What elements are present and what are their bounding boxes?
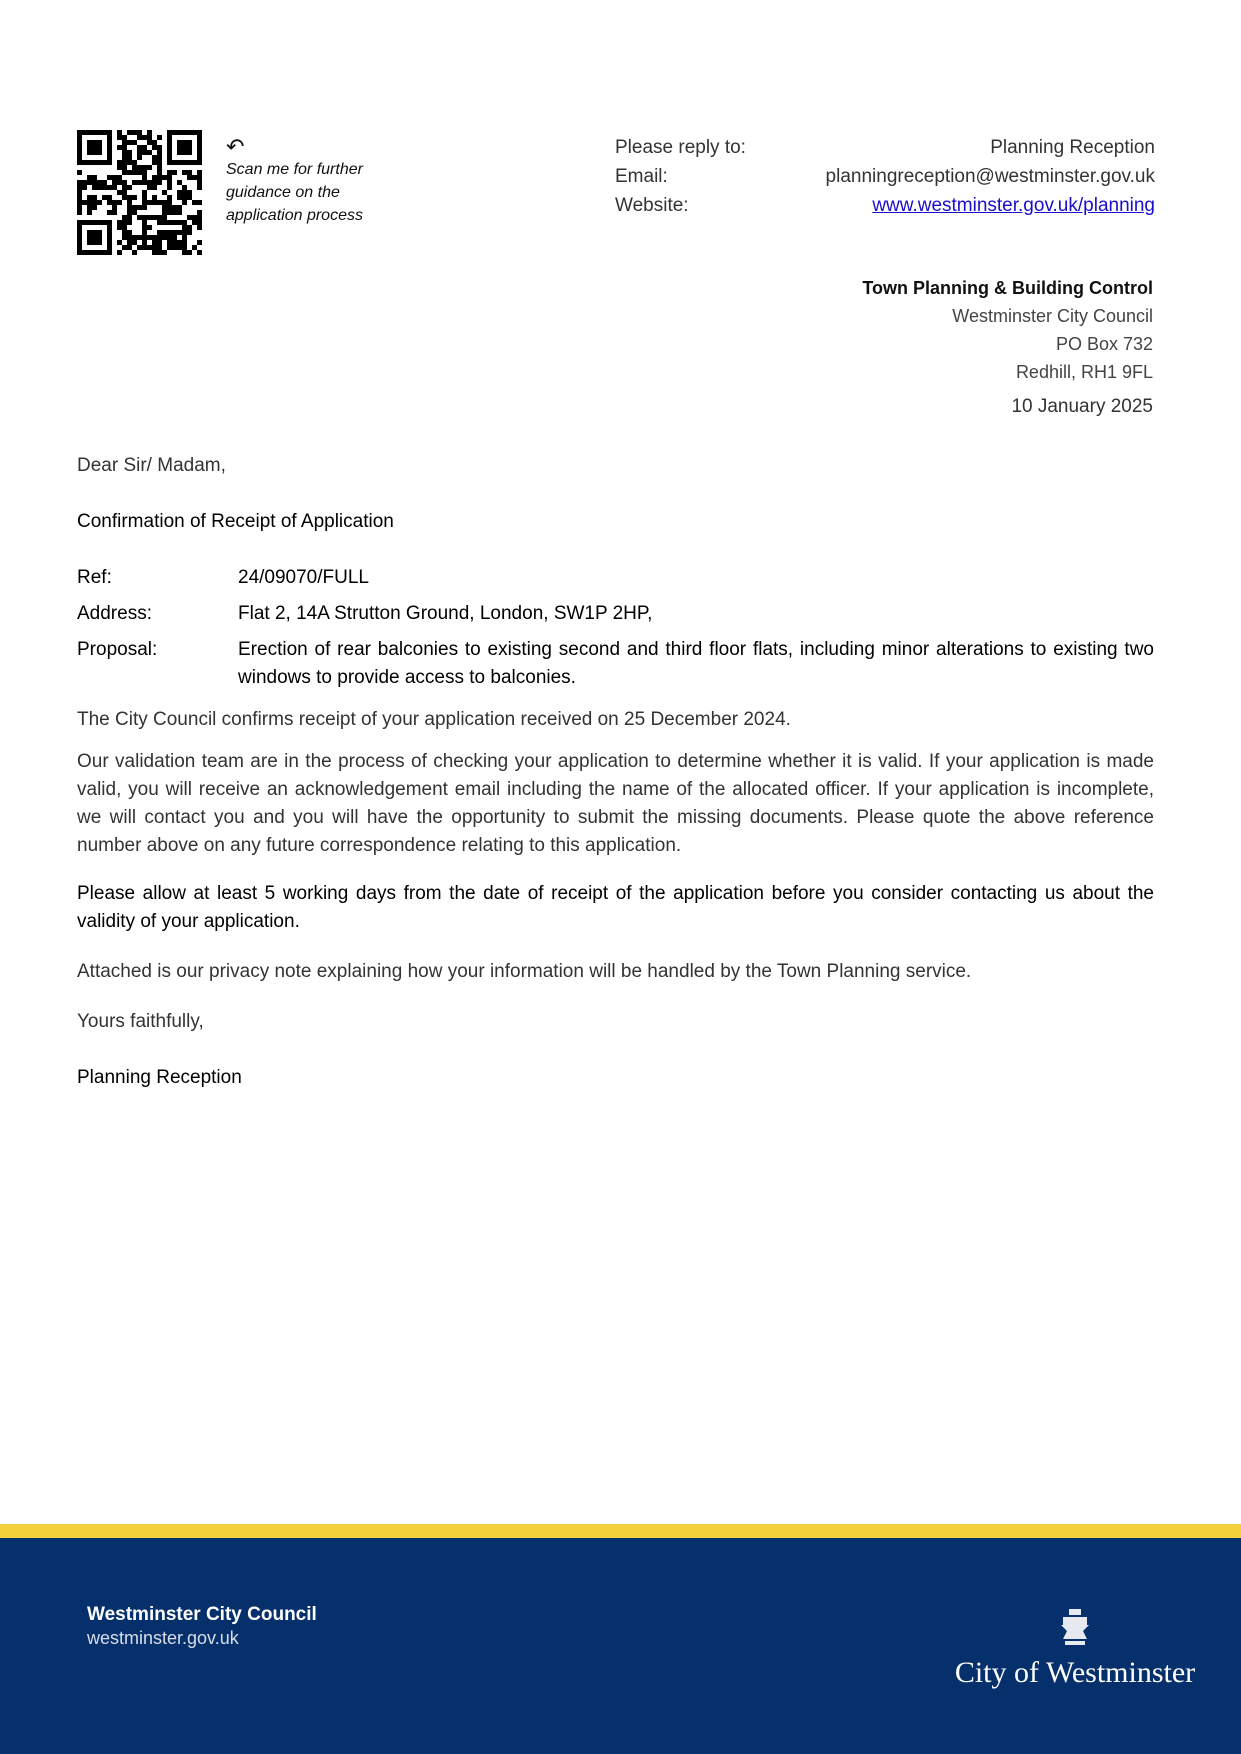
letter-body — [77, 452, 1154, 1092]
qr-caption: ↶ Scan me for further guidance on the application process — [226, 138, 366, 227]
receipt-paragraph: The City Council confirms receipt of your application received on 25 December 2024. — [77, 709, 791, 730]
website-label: Website: — [615, 195, 689, 216]
notice-paragraph: Please allow at least 5 working days from the date of receipt of the application before you consider contacting us about the validity of your application. — [77, 883, 1154, 932]
salutation: Dear Sir/ Madam, — [77, 455, 226, 476]
reply-to-value: Planning Reception — [990, 137, 1155, 158]
closing: Yours faithfully, — [77, 1011, 204, 1032]
subject: Confirmation of Receipt of Application — [77, 511, 394, 532]
email-value[interactable]: planningreception@westminster.gov.uk — [825, 166, 1155, 187]
qr-code — [77, 130, 202, 255]
council-name: Westminster City Council — [952, 306, 1153, 326]
proposal-row: Proposal: Erection of rear balconies to existing second and third floor flats, including minor alterations to existing two windows to provide access to balconies. — [77, 639, 1154, 688]
letter-date: 10 January 2025 — [1011, 396, 1153, 417]
reply-info — [615, 133, 1155, 220]
footer-stripe — [0, 1524, 1241, 1538]
city-of-westminster-logo: City of Westminster — [950, 1605, 1200, 1690]
website-link[interactable]: www.westminster.gov.uk/planning — [872, 195, 1155, 216]
signature: Planning Reception — [77, 1067, 242, 1088]
address-row: Address: Flat 2, 14A Strutton Ground, London, SW1P 2HP, — [77, 603, 653, 624]
curved-arrow-icon: ↶ — [226, 134, 245, 159]
ref-row: Ref: 24/09070/FULL — [77, 567, 369, 588]
email-label: Email: — [615, 166, 668, 187]
sender-address — [862, 274, 1153, 386]
town: Redhill, RH1 9FL — [1015, 362, 1153, 382]
privacy-paragraph: Attached is our privacy note explaining how your information will be handled by the Town Planning service. — [77, 961, 972, 982]
footer-council: Westminster City Council westminster.gov.uk — [87, 1604, 317, 1648]
coat-of-arms-icon — [1055, 1605, 1095, 1647]
department: Town Planning & Building Control — [862, 278, 1153, 298]
reply-to-label: Please reply to: — [615, 137, 746, 158]
validation-paragraph: Our validation team are in the process of checking your application to determine whether it is valid. If your application is made valid, you will receive an acknowledgement email including the name of the allocated officer. If your application is incomplete, we will contact you and you will have the opportunity to submit the missing documents. Please quote the above reference number above on any future correspondence relating to this application. — [77, 751, 1154, 856]
po-box: PO Box 732 — [1055, 334, 1153, 354]
